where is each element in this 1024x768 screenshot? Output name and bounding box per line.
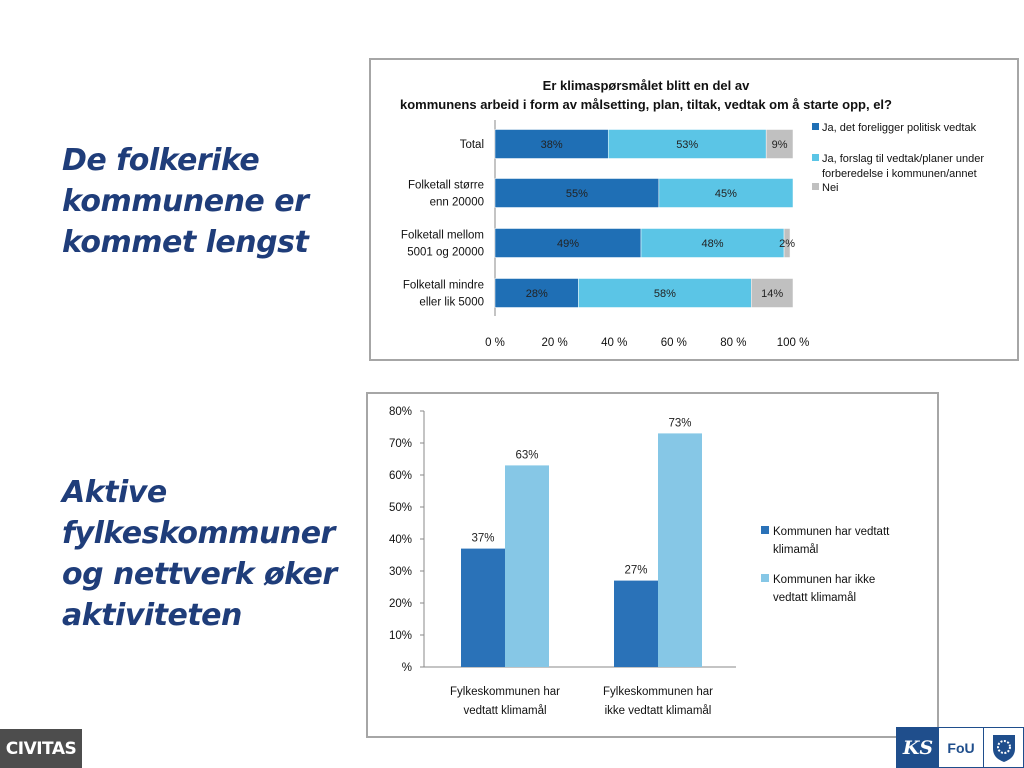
chart2-legend-label: vedtatt klimamål: [773, 592, 857, 604]
chart1-category-label: Total: [459, 139, 484, 151]
chart2-category-label: vedtatt klimamål: [463, 705, 547, 717]
chart2-bar: [614, 581, 658, 667]
chart1-tick-label: 60 %: [660, 337, 687, 349]
chart2-tick-label: 20%: [388, 598, 412, 610]
chart2-legend-swatch: [761, 526, 769, 534]
chart1-tick-label: 100 %: [776, 337, 810, 349]
chart2-category-label: Fylkeskommunen har: [603, 686, 713, 698]
chart2-data-label: 73%: [668, 417, 692, 430]
chart2-legend-swatch: [761, 574, 769, 582]
heading-aktive-fylkeskommuner: Aktive fylkeskommuner og nettverk øker aktiviteten: [62, 475, 337, 633]
chart2-tick-label: 40%: [388, 534, 412, 546]
chart2-tick-label: 70%: [388, 438, 412, 450]
chart1-tick-label: 80 %: [720, 337, 747, 349]
civitas-logo-text: CIVITAS: [5, 738, 77, 759]
chart2-bar: [505, 465, 549, 667]
chart2-category-label: Fylkeskommunen har: [450, 686, 560, 698]
chart1-legend-label: Nei: [822, 182, 839, 194]
stacked-bar-chart-panel: [369, 58, 1019, 361]
chart2-legend-label: Kommunen har ikke: [773, 574, 876, 586]
chart1-title-line2: kommunens arbeid i form av målsetting, plan, tiltak, vedtak om å starte opp, el?: [400, 97, 892, 112]
heading-folkerike-kommuner: De folkerike kommunene er kommet lengst: [62, 143, 309, 260]
emblem-icon: [984, 728, 1023, 767]
stacked-bar-chart: [371, 60, 1017, 359]
chart1-data-label: 55%: [565, 188, 588, 200]
ks-fou-logo: [896, 727, 1024, 768]
ks-logo: [897, 728, 939, 767]
chart1-tick-label: 20 %: [541, 337, 568, 349]
chart2-legend-label: Kommunen har vedtatt: [773, 526, 890, 538]
chart2-tick-label: 30%: [388, 566, 412, 578]
chart1-legend-label: Ja, det foreligger politisk vedtak: [822, 122, 977, 134]
chart2-tick-label: 50%: [388, 502, 412, 514]
chart1-legend-swatch: [812, 154, 819, 161]
chart2-tick-label: 80%: [388, 406, 412, 418]
chart2-legend-label: klimamål: [773, 544, 819, 556]
chart1-tick-label: 40 %: [601, 337, 628, 349]
chart2-category-label: ikke vedtatt klimamål: [604, 705, 712, 717]
chart1-title-line1: Er klimaspørsmålet blitt en del av: [542, 78, 750, 93]
chart1-legend-label: forberedelse i kommunen/annet: [822, 168, 977, 180]
chart1-category-label: Folketall mindre: [402, 279, 484, 292]
fou-logo: [939, 728, 984, 767]
chart1-data-label: 49%: [556, 238, 580, 250]
chart1-data-label: 14%: [761, 288, 784, 300]
chart1-tick-label: 0 %: [485, 337, 505, 349]
chart2-tick-label: 60%: [388, 470, 412, 482]
chart1-legend-label: Ja, forslag til vedtak/planer under: [822, 153, 985, 165]
chart1-data-label: 53%: [676, 139, 699, 151]
chart1-category-label: Folketall mellom: [400, 229, 484, 242]
chart2-bar: [461, 549, 505, 667]
chart1-legend-swatch: [812, 183, 819, 190]
chart1-data-label: 28%: [525, 288, 548, 300]
chart2-data-label: 63%: [515, 449, 539, 462]
chart1-category-label: eller lik 5000: [419, 296, 484, 309]
chart2-data-label: 27%: [624, 564, 648, 577]
chart2-bar: [658, 433, 702, 667]
chart2-tick-label: %: [401, 662, 412, 674]
chart1-data-label: 38%: [540, 139, 563, 151]
civitas-logo: [0, 729, 82, 768]
fou-logo-text: FoU: [947, 739, 975, 756]
chart1-category-label: enn 20000: [429, 196, 484, 209]
chart1-data-label: 2%: [779, 238, 795, 250]
chart1-data-label: 45%: [714, 188, 737, 200]
chart1-category-label: Folketall større: [407, 179, 484, 192]
chart1-category-label: 5001 og 20000: [407, 246, 484, 259]
chart2-tick-label: 10%: [388, 630, 412, 642]
chart2-data-label: 37%: [471, 532, 495, 545]
chart1-data-label: 9%: [771, 139, 788, 151]
column-chart: [368, 394, 937, 736]
column-chart-panel: [366, 392, 939, 738]
chart1-data-label: 58%: [653, 288, 676, 300]
ks-logo-text: KS: [902, 736, 934, 759]
chart1-data-label: 48%: [701, 238, 724, 250]
chart1-legend-swatch: [812, 123, 819, 130]
